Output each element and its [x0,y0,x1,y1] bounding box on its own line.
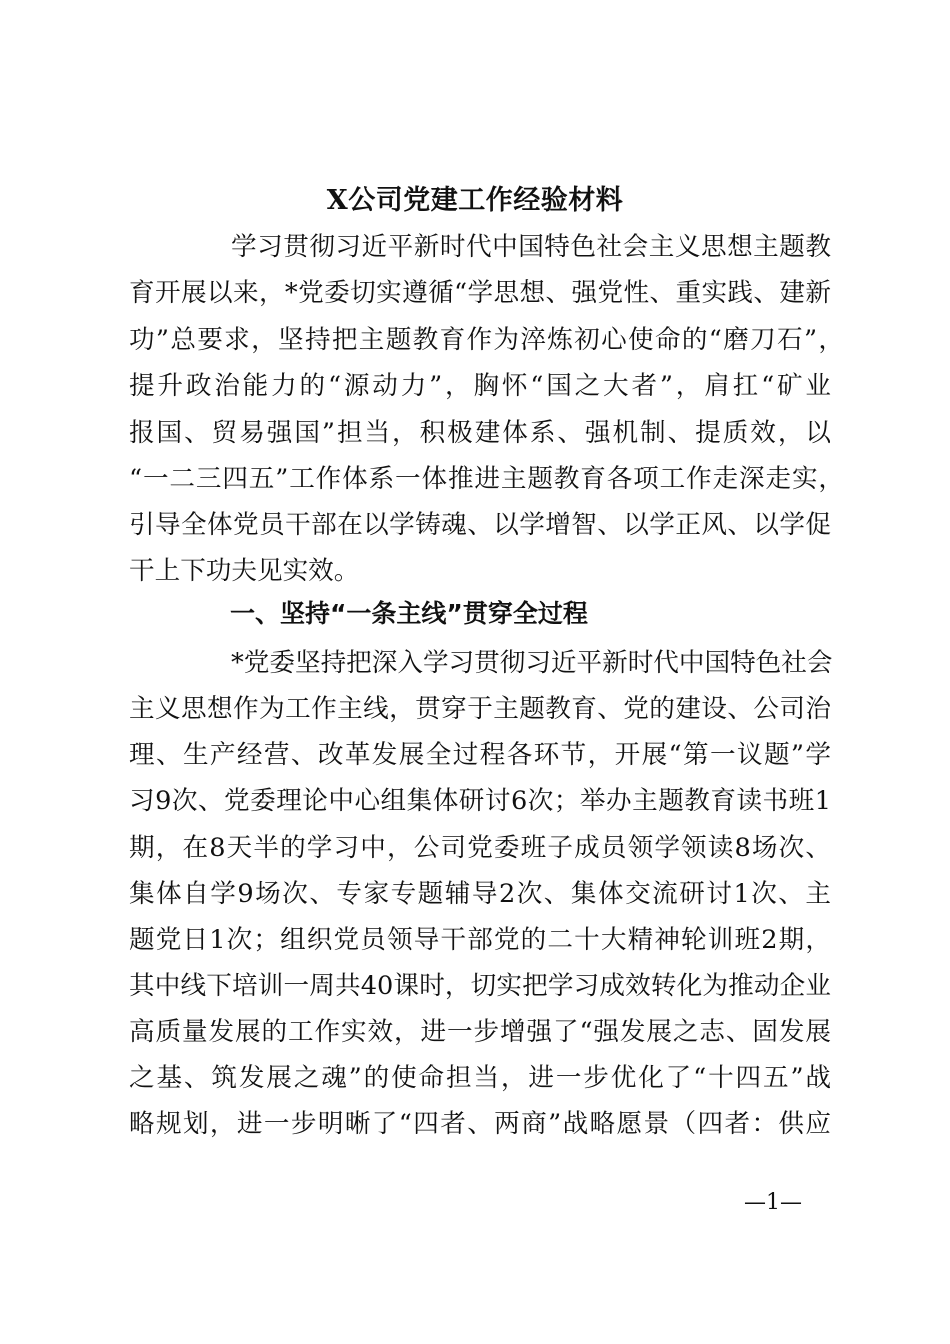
intro-line: 报国、贸易强国”担当，积极建体系、强机制、提质效，以 [129,418,831,448]
intro-line: “一二三四五”工作体系一体推进主题教育各项工作走深走实， [129,464,844,494]
intro-line: 干上下功夫见实效。 [129,556,360,586]
intro-line: 引导全体党员干部在以学铸魂、以学增智、以学正风、以学促 [129,510,831,540]
document-title: X公司党建工作经验材料 [326,185,624,216]
section-line: 略规划，进一步明晰了“四者、两商”战略愿景（四者：供应 [129,1109,831,1139]
section-line: 期，在8天半的学习中，公司党委班子成员领学领读8场次、 [129,833,831,863]
section-line: 集体自学9场次、专家专题辅导2次、集体交流研讨1次、主 [129,879,831,909]
section-line: 题党日1次；组织党员领导干部党的二十大精神轮训班2期， [129,925,831,955]
page-number: —1— [744,1190,802,1215]
section-line: 高质量发展的工作实效，进一步增强了“强发展之志、固发展 [129,1017,831,1047]
section-line: 之基、筑发展之魂”的使命担当，进一步优化了“十四五”战 [129,1063,831,1093]
section-line: 主义思想作为工作主线，贯穿于主题教育、党的建设、公司治 [129,694,831,724]
intro-line: 学习贯彻习近平新时代中国特色社会主义思想主题教 [231,232,831,262]
section-heading: 一、坚持“一条主线”贯穿全过程 [230,599,588,628]
intro-line: 提升政治能力的“源动力”，胸怀“国之大者”，肩扛“矿业 [129,371,831,401]
intro-line: 功”总要求，坚持把主题教育作为淬炼初心使命的“磨刀石”， [129,325,844,355]
section-line: *党委坚持把深入学习贯彻习近平新时代中国特色社会 [231,648,833,678]
intro-line: 育开展以来，*党委切实遵循“学思想、强党性、重实践、建新 [129,278,831,308]
section-line: 其中线下培训一周共40课时，切实把学习成效转化为推动企业 [129,971,831,1001]
section-line: 理、生产经营、改革发展全过程各环节，开展“第一议题”学 [129,740,831,770]
section-line: 习9次、党委理论中心组集体研讨6次；举办主题教育读书班1 [129,786,831,816]
